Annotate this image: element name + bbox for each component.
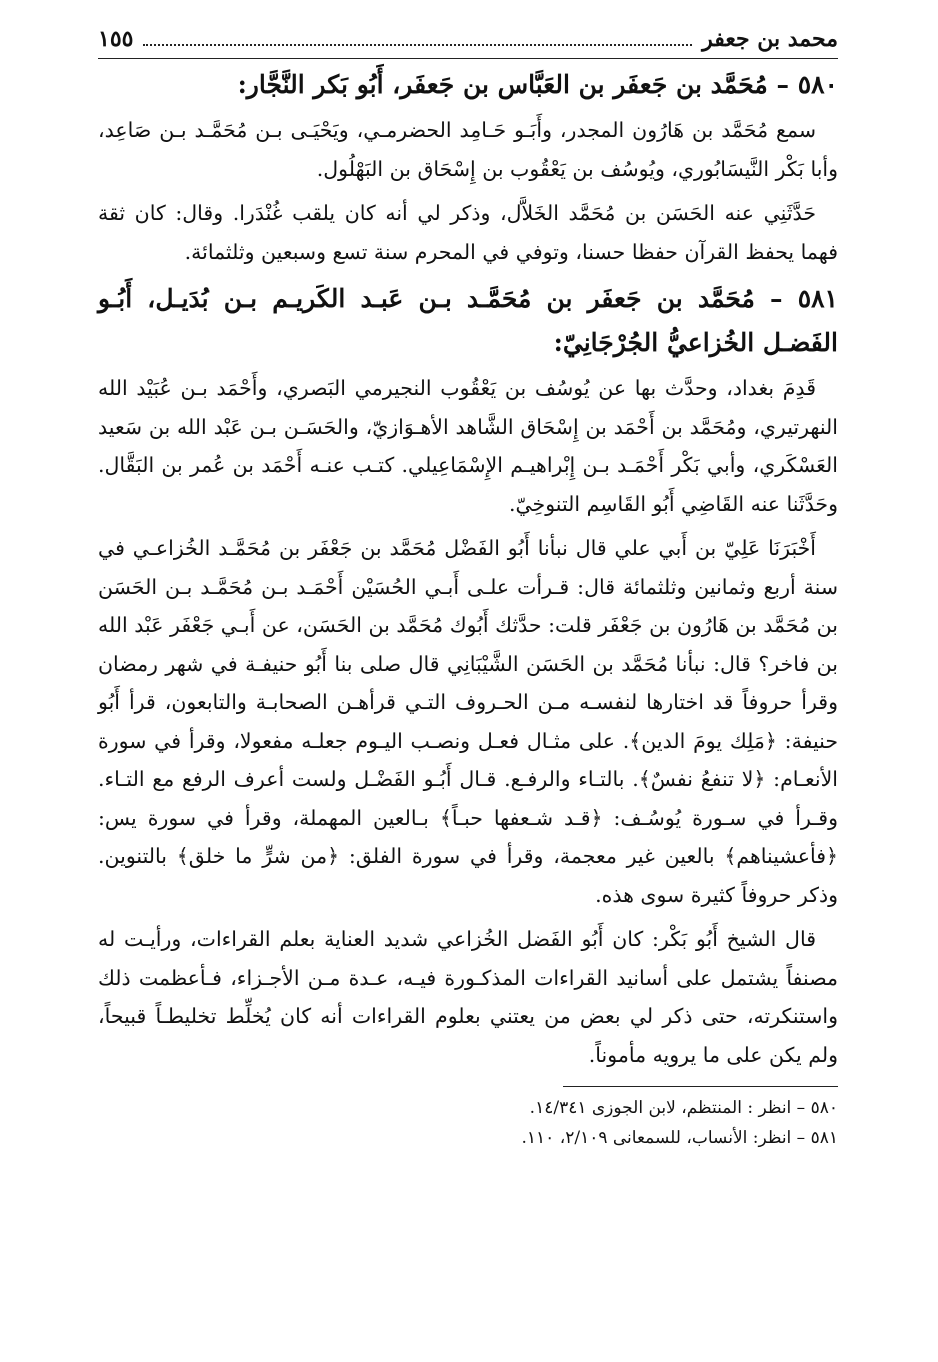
entry-581-paragraph-3: قال الشيخ أَبُو بَكْر: كان أَبُو الفَضل الخُزاعي شديد العناية بعلم القراءات، ورأيـت له مصنفاً يشتمل على أسانيد القراءات المذكـورة فيـه، عـدة مـن الأجـزاء، فـأعظمت ذلك واستنكرته، حتى ذكر لي بعض من يعتني بعلوم القراءات أنه كان يُخلِّط تخليطـاً قبيحاً، ولم يكن على ما يرويه مأموناً. [98,927,838,1067]
entry-580-paragraph-2: حَدَّثَنِي عنه الحَسَن بن مُحَمَّد الخَلاَّل، وذكر لي أنه كان يلقب غُنْدَرا. وقال: كان ثقة فهما يحفظ القرآن حفظا حسنا، وتوفي في المحرم سنة تسع وسبعين وثلثمائة. [98,201,838,264]
entry-581-heading: ٥٨١ – مُحَمَّد بن جَعفَر بن مُحَمَّـد بـن عَبـد الكَريـم بـن بُدَيـل، أَبُـو الفَضـل الخُزاعيُّ الجُرْجَانِيّ: [98,284,838,357]
entry-580-paragraph-1: سمع مُحَمَّد بن هَارُون المجدر، وأَبَـو حَـامِد الحضرمـي، ويَحْيَـى بـن مُحَمَّـد بـن صَاعِد، وأبا بَكْر النَّيسَابُوري، ويُوسُف بن يَعْقُوب بن إِسْحَاق بن البَهْلُول. [98,118,838,181]
book-page [98,22,838,1153]
footnote-581: ٥٨١ – انظر: الأنساب، للسمعانى ٢/١٠٩، ١١٠. [521,1128,838,1148]
header-dot-leader [143,44,692,46]
entry-581-paragraph-1: قَدِمَ بغداد، وحدَّث بها عن يُوسُف بن يَعْقُوب النجيرمي البَصري، وأَحْمَد بـن عُبَيْد الله النهرتيري، ومُحَمَّد بن أَحْمَد بن إِسْحَاق الشَّاهد الأهـوَازيّ، والحَسَـن بـن عَبْد الله بن سَعيد العَسْكَري، وأبي بَكْر أَحْمَـد بـن إِبْراهيـم الإِسْمَاعِيلي. كتـب عنـه أَحْمَد بن عُمر بن البَقَّال. وحَدَّثَنا عنه القَاضِي أَبُو القَاسِم التنوخِيّ. [98,376,838,516]
running-header [98,22,838,59]
entry-580-heading: ٥٨٠ – مُحَمَّد بن جَعفَر بن العَبَّاس بن جَعفَر، أَبُو بَكر النَّجَّار: [237,70,838,99]
running-title: محمد بن جعفر [702,26,838,52]
footnote-580: ٥٨٠ – انظر : المنتظم، لابن الجوزى ١٤/٣٤١. [529,1098,838,1118]
footnote-divider [563,1086,838,1087]
entry-581-paragraph-2: أَخْبَرَنَا عَلِيّ بن أَبي علي قال نبأنا أَبُو الفَضْل مُحَمَّد بن جَعْفَر بن مُحَمَّـد الخُزاعـي في سنة أربع وثمانين وثلثمائة قال: قـرأت علـى أَبـي الحُسَيْن أَحْمَـد بـن مُحَمَّـد بـن الحَسَن بن مُحَمَّد بن هَارُون بن جَعْفَر قلت: حدَّثك أَبُوك مُحَمَّد بن الحَسَن، عن أَبـي جَعْفَر عَبْد الله بن فاخر؟ قال: نبأنا مُحَمَّد بن الحَسَن الشَّيْبَانِي قال صلى بنا أَبُو حنيفـة في شهر رمضان وقرأ حروفاً قد اختارها لنفسـه مـن الحـروف التـي قرأهـن الصحابـة والتابعون، قرأ أَبُو حنيفة: ﴿مَلِك يومَ الدين﴾. على مثـال فعـل ونصـب اليـوم جعلـه مفعولا، وقرأ في سورة الأنعـام: ﴿لا تنفعُ نفسٌ﴾. بالتـاء والرفـع. قـال أَبُـو الفَضْـل ولست أعرف الرفع مع التـاء. وقـرأ في سـورة يُوسُـف: ﴿قـد شـعفها حبـاً﴾ بـالعين المهملة، وقرأ في سورة يس: ﴿فأعشيناهم﴾ بالعين غير معجمة، وقرأ في سورة الفلق: ﴿من شرٍّ ما خلق﴾ بالتنوين. وذكر حروفاً كثيرة سوى هذه. [98,536,838,907]
page-number: ١٥٥ [98,26,134,52]
